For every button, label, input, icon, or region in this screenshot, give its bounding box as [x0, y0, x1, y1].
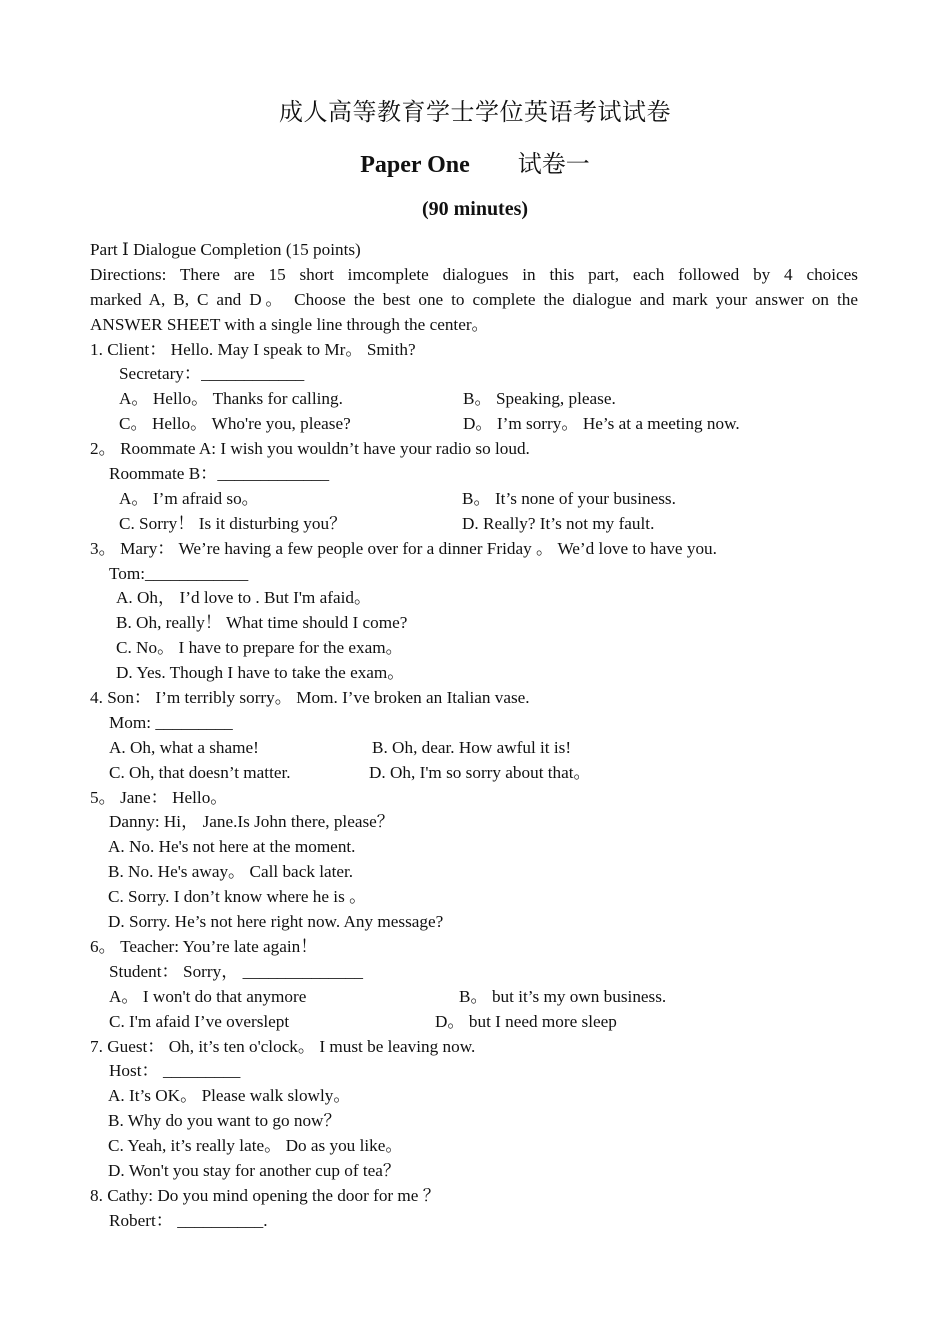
- question-6-option-c: C. I'm afaid I’ve overslept: [109, 1011, 290, 1031]
- question-6-row-2: [90, 1010, 858, 1035]
- directions-line-1: Directions: There are 15 short imcomplete dialogues in this part, each followed by 4 choices: [90, 264, 858, 284]
- question-5-prompt: 5。 Jane： Hello。: [90, 787, 228, 807]
- exam-title: 成人高等教育学士学位英语考试试卷: [279, 98, 671, 126]
- question-2-option-a: A。 I’m afraid so。: [119, 488, 259, 508]
- question-1-row-1: [90, 387, 858, 412]
- question-1-option-b: B。 Speaking, please.: [463, 389, 616, 409]
- question-4-row-2: [90, 761, 858, 786]
- question-6-option-b: B。 but it’s my own business.: [459, 986, 667, 1006]
- question-1-option-c: C。 Hello。 Who're you, please?: [119, 414, 351, 434]
- question-6-reply: Student： Sorry， ______________: [109, 961, 363, 981]
- question-7-option-d: D. Won't you stay for another cup of tea？: [108, 1160, 401, 1180]
- part-heading: Part Ⅰ Dialogue Completion (15 points): [90, 240, 361, 259]
- question-1-row-2: [90, 412, 858, 437]
- paper-heading: [0, 144, 950, 179]
- question-1-prompt: 1. Client： Hello. May I speak to Mr。 Smith?: [90, 339, 416, 359]
- question-3-option-b: B. Oh, really！ What time should I come?: [116, 613, 408, 633]
- question-4-option-a: A. Oh, what a shame!: [109, 737, 259, 757]
- question-4-row-1: [90, 736, 858, 761]
- question-3-option-d: D. Yes. Though I have to take the exam。: [116, 663, 405, 683]
- question-5-option-a: A. No. He's not here at the moment.: [108, 837, 356, 857]
- question-6-row-1: [90, 985, 858, 1010]
- question-7-prompt: 7. Guest： Oh, it’s ten o'clock。 I must be leaving now.: [90, 1036, 476, 1056]
- question-6-option-d: D。 but I need more sleep: [435, 1011, 617, 1031]
- question-1-reply: Secretary：____________: [119, 364, 305, 384]
- question-7-option-a: A. It’s OK。 Please walk slowly。: [108, 1086, 351, 1106]
- question-2-prompt: 2。 Roommate A: I wish you wouldn’t have your radio so loud.: [90, 439, 530, 459]
- directions-line-3: ANSWER SHEET with a single line through the center。: [90, 314, 489, 334]
- question-7-reply: Host： _________: [109, 1061, 241, 1081]
- question-5-option-b: B. No. He's away。 Call back later.: [108, 862, 354, 882]
- question-4-option-d: D. Oh, I'm so sorry about that。: [369, 762, 591, 782]
- question-2-option-c: C. Sorry！ Is it disturbing you？: [119, 513, 347, 533]
- question-2-option-b: B。 It’s none of your business.: [462, 488, 676, 508]
- paper-title-cn: 试卷一: [517, 150, 590, 178]
- question-5-option-d: D. Sorry. He’s not here right now. Any message?: [108, 912, 444, 932]
- question-7-option-c: C. Yeah, it’s really late。 Do as you like。: [108, 1136, 403, 1156]
- question-2-row-1: [90, 487, 858, 512]
- question-3-option-c: C. No。 I have to prepare for the exam。: [116, 638, 403, 658]
- question-3-option-a: A. Oh， I’d love to . But I'm afaid。: [116, 588, 372, 608]
- question-3-prompt: 3。 Mary： We’re having a few people over for a dinner Friday 。 We’d love to have you.: [90, 538, 717, 558]
- question-8-reply: Robert： __________.: [109, 1210, 268, 1230]
- question-7-option-b: B. Why do you want to go now？: [108, 1111, 341, 1131]
- question-1-option-d: D。 I’m sorry。 He’s at a meeting now.: [463, 414, 740, 434]
- exam-body: [90, 238, 858, 1234]
- question-8-prompt: 8. Cathy: Do you mind opening the door for me ？: [90, 1185, 440, 1205]
- question-3-reply: Tom:____________: [109, 563, 249, 583]
- question-6-option-a: A。 I won't do that anymore: [109, 986, 307, 1006]
- question-2-option-d: D. Really? It’s not my fault.: [462, 513, 655, 533]
- question-2-row-2: [90, 512, 858, 537]
- question-2-reply: Roommate B：_____________: [109, 464, 330, 484]
- question-5-reply: Danny: Hi， Jane.Is John there, please？: [109, 812, 394, 832]
- question-4-option-c: C. Oh, that doesn’t matter.: [109, 762, 291, 782]
- paper-title-en: Paper One: [360, 152, 470, 178]
- question-6-prompt: 6。 Teacher: You’re late again！: [90, 936, 318, 956]
- question-5-option-c: C. Sorry. I don’t know where he is 。: [108, 887, 367, 907]
- question-4-reply: Mom: _________: [109, 712, 233, 732]
- exam-duration: (90 minutes): [421, 198, 529, 220]
- directions-line-2: marked A, B, C and D。 Choose the best one to complete the dialogue and mark your answer on the: [90, 289, 858, 309]
- question-1-option-a: A。 Hello。 Thanks for calling.: [119, 389, 343, 409]
- question-4-prompt: 4. Son： I’m terribly sorry。 Mom. I’ve broken an Italian vase.: [90, 688, 530, 708]
- question-4-option-b: B. Oh, dear. How awful it is!: [372, 737, 572, 757]
